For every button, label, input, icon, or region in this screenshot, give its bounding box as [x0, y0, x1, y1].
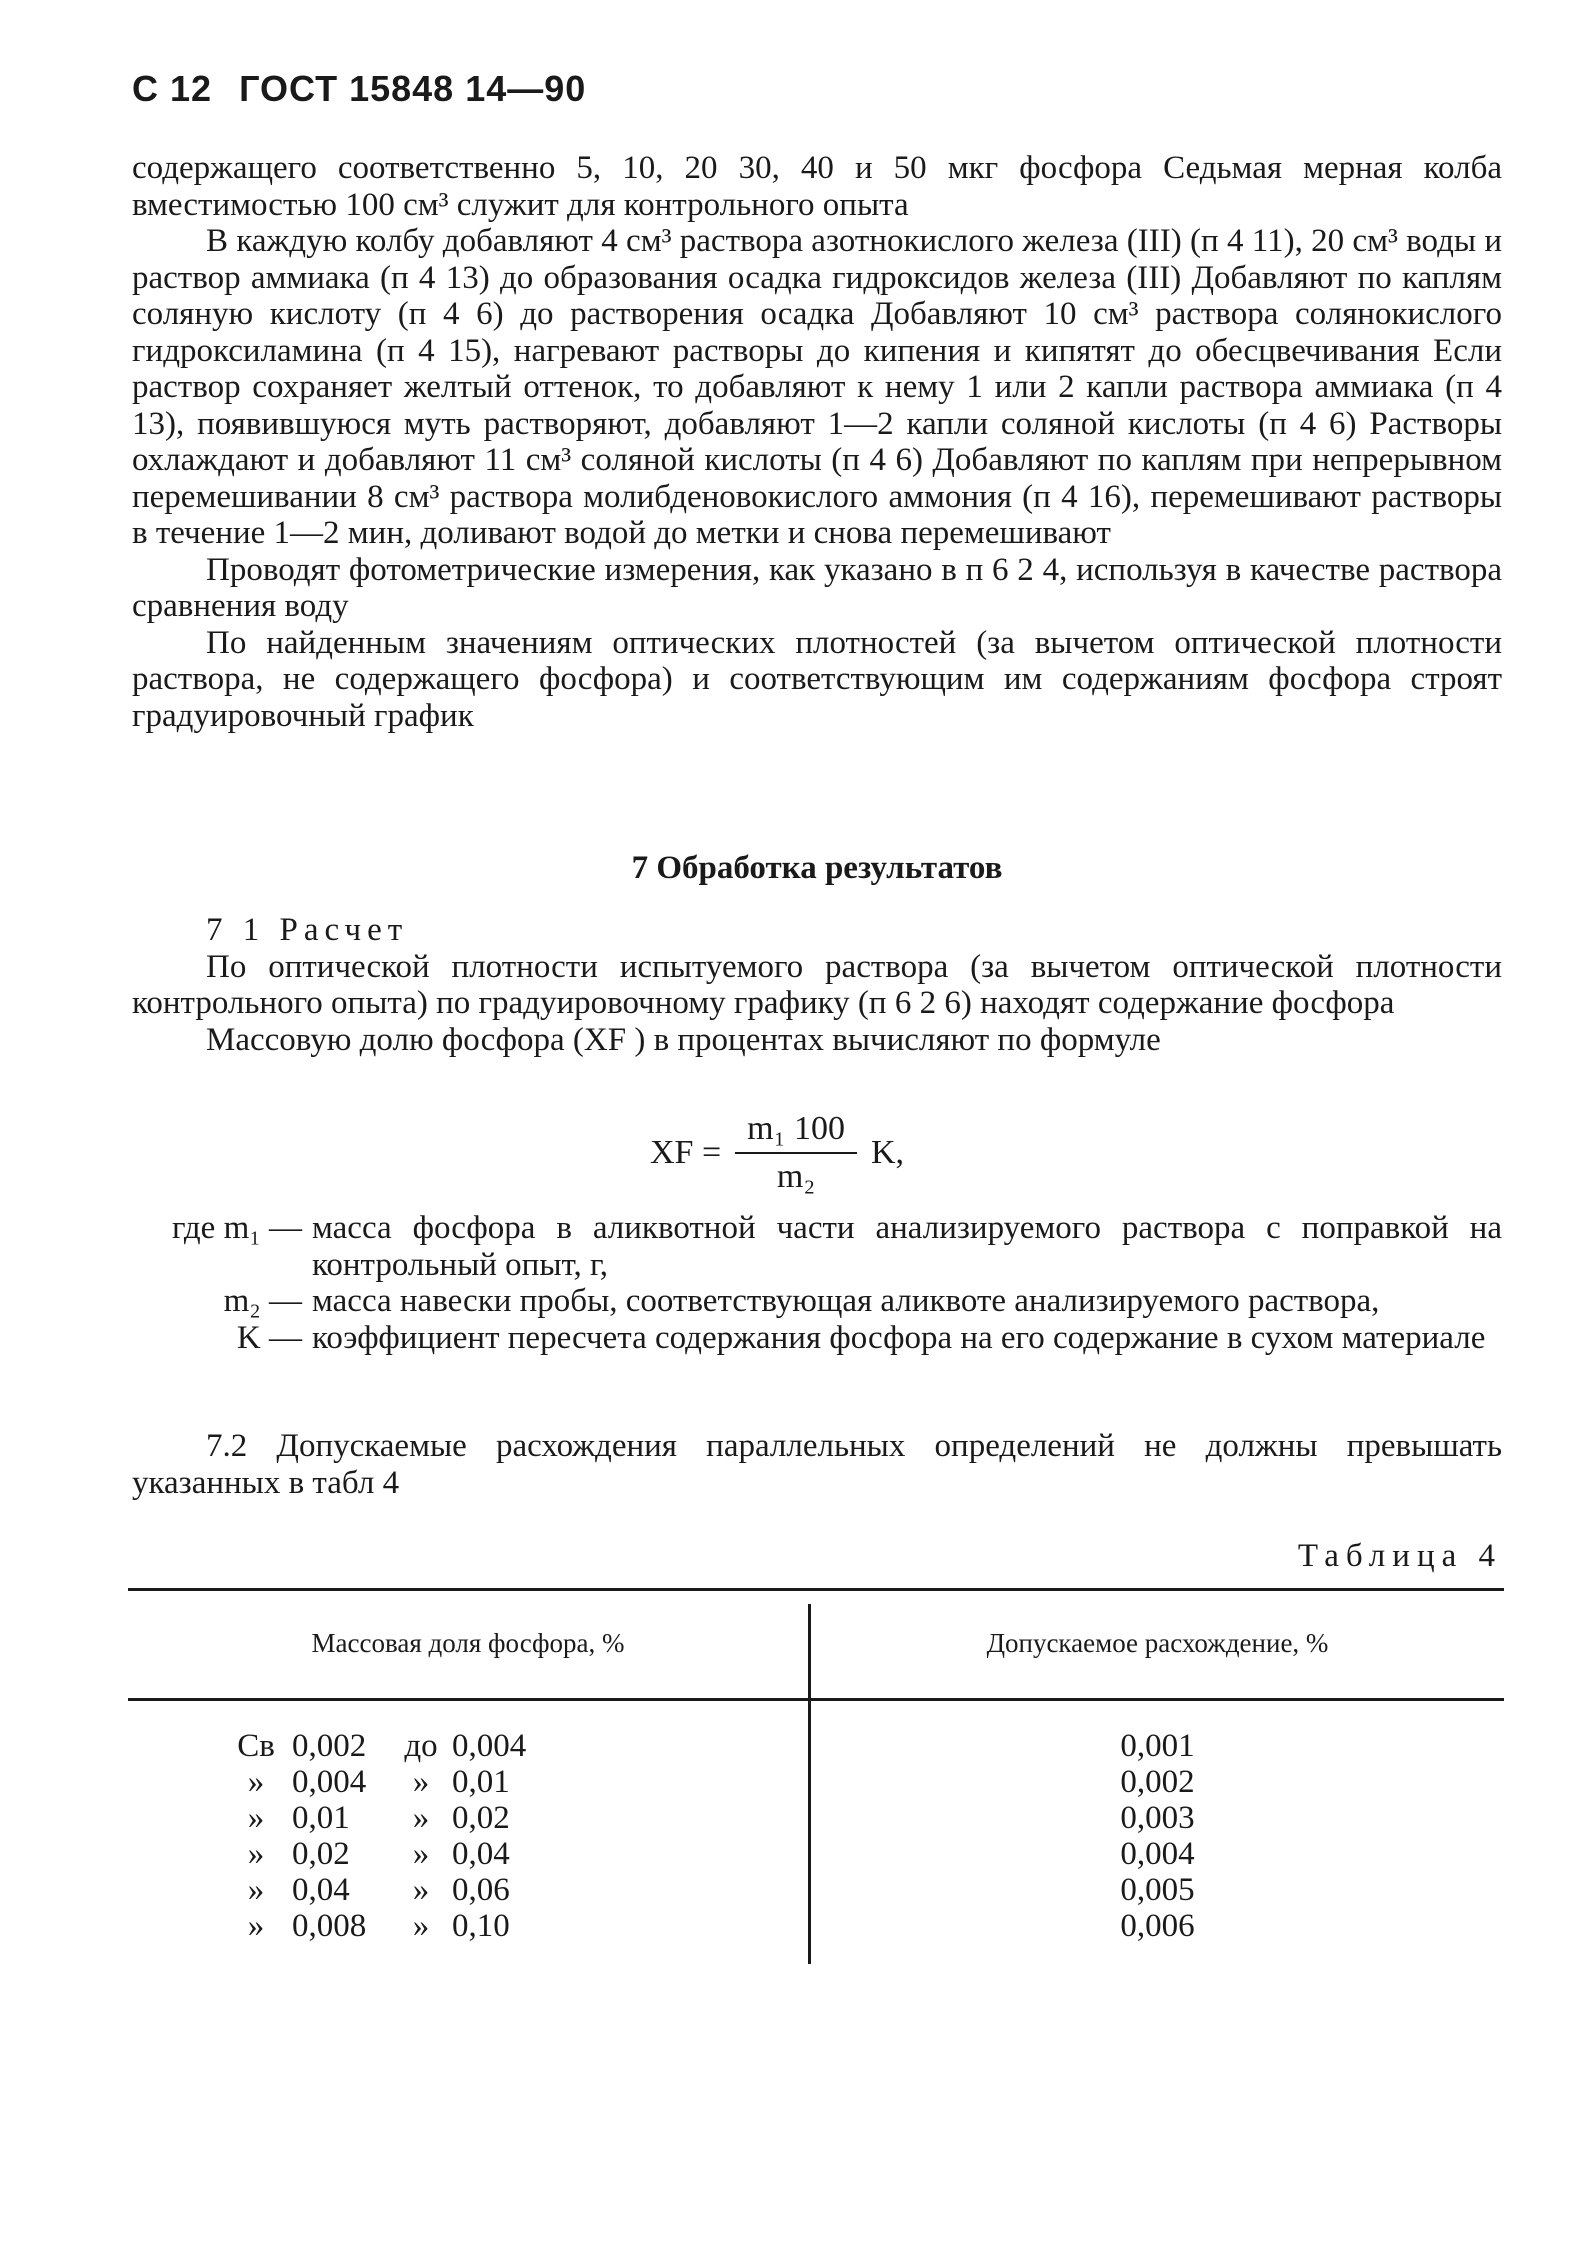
- table-rule-top: [128, 1588, 1504, 1591]
- standard-number: ГОСТ 15848 14—90: [239, 68, 587, 109]
- section-heading: 7 Обработка результатов: [631, 850, 1003, 886]
- tolerance-value: 0,003: [1120, 1800, 1195, 1836]
- table-caption: Таблица 4: [1297, 1538, 1502, 1574]
- formula-numerator: m₁ 100: [735, 1110, 857, 1154]
- range-mid: »: [412, 1764, 430, 1800]
- definition-symbol: m₂ —: [223, 1283, 302, 1319]
- paragraph: Массовую долю фосфора (XF ) в процентах вычисляют по формуле: [206, 1021, 1161, 1058]
- table-row: [128, 1764, 1504, 1800]
- table-rule-header: [128, 1698, 1504, 1701]
- range-mid: »: [412, 1836, 430, 1872]
- range-from: 0,002: [292, 1728, 367, 1764]
- range-mid: »: [412, 1800, 430, 1836]
- range-from: 0,01: [292, 1800, 350, 1836]
- definition-text: масса навески пробы, соответствующая аликвоте анализируемого раствора,: [312, 1283, 1380, 1319]
- tolerance-value: 0,006: [1120, 1908, 1195, 1944]
- range-prefix: »: [247, 1872, 265, 1908]
- tolerance-value: 0,004: [1120, 1836, 1195, 1872]
- range-prefix: Св: [237, 1728, 275, 1764]
- paragraph: По найденным значениям оптических плотностей (за вычетом оптической плотности раствора, не содержащего фосфора) и соответствующим им содержаниям фосфора строят градуировочный график: [132, 624, 1502, 734]
- range-from: 0,02: [292, 1836, 350, 1872]
- definition-row: [132, 1320, 1502, 1357]
- range-to: 0,10: [452, 1908, 510, 1944]
- range-from: 0,004: [292, 1764, 367, 1800]
- range-mid: »: [412, 1872, 430, 1908]
- range-to: 0,01: [452, 1764, 510, 1800]
- range-prefix: »: [247, 1764, 265, 1800]
- paragraph: 7.2 Допускаемые расхождения параллельных определений не должны превышать указанных в табл 4: [132, 1428, 1502, 1501]
- table-row: [128, 1728, 1504, 1764]
- range-mid: до: [404, 1728, 438, 1764]
- paragraph: Проводят фотометрические измерения, как указано в п 6 2 4, используя в качестве раствора сравнения воду: [132, 551, 1502, 624]
- table-row: [128, 1836, 1504, 1872]
- range-mid: »: [412, 1908, 430, 1944]
- definition-row: [132, 1283, 1502, 1320]
- formula: [650, 1110, 904, 1196]
- definition-text: коэффициент пересчета содержания фосфора на его содержание в сухом материале: [312, 1319, 1486, 1356]
- range-to: 0,02: [452, 1800, 510, 1836]
- intro-text: [132, 150, 1502, 734]
- table-row: [128, 1800, 1504, 1836]
- clause-title: 7 1 Расчет: [206, 912, 409, 948]
- range-to: 0,06: [452, 1872, 510, 1908]
- table-row: [128, 1908, 1504, 1944]
- tolerance-value: 0,002: [1120, 1764, 1195, 1800]
- range-from: 0,008: [292, 1908, 367, 1944]
- tolerance-value: 0,005: [1120, 1872, 1195, 1908]
- range-to: 0,04: [452, 1836, 510, 1872]
- tolerance-value: 0,001: [1120, 1728, 1195, 1764]
- section-7-text: [132, 912, 1502, 1058]
- definition-symbol: K —: [236, 1319, 302, 1356]
- range-from: 0,04: [292, 1872, 350, 1908]
- formula-lhs: XF =: [650, 1134, 722, 1171]
- table-header-tolerance: Допускаемое расхождение, %: [986, 1628, 1329, 1658]
- range-prefix: »: [247, 1800, 265, 1836]
- page-number: С 12: [132, 68, 213, 109]
- page-header: [132, 68, 602, 110]
- formula-factor: K,: [870, 1134, 905, 1171]
- paragraph: По оптической плотности испытуемого раствора (за вычетом оптической плотности контрольного опыта) по градуировочному графику (п 6 2 6) находят содержание фосфора: [132, 948, 1502, 1021]
- definition-row: [132, 1210, 1502, 1283]
- table-body: [128, 1728, 1504, 1944]
- formula-fraction: [735, 1110, 857, 1196]
- formula-definitions: [132, 1210, 1502, 1356]
- paragraph: содержащего соответственно 5, 10, 20 30, 40 и 50 мкг фосфора Седьмая мерная колба вместимостью 100 см³ служит для контрольного опыта: [132, 150, 1502, 223]
- clause-7-2: [132, 1428, 1502, 1501]
- table-header-mass-fraction: Массовая доля фосфора, %: [311, 1628, 625, 1658]
- definition-symbol: где m₁ —: [171, 1210, 302, 1246]
- table-4: [128, 1588, 1504, 1978]
- range-prefix: »: [247, 1908, 265, 1944]
- paragraph: В каждую колбу добавляют 4 см³ раствора азотнокислого железа (III) (п 4 11), 20 см³ воды и раствор аммиака (п 4 13) до образования осадка гидроксидов железа (III) Добавляют по каплям соляную кислоту (п 4 6) до растворения осадка Добавляют 10 см³ раствора солянокислого гидроксиламина (п 4 15), нагревают растворы до кипения и кипятят до обесцвечивания Если раствор сохраняет желтый оттенок, то добавляют к нему 1 или 2 капли раствора аммиака (п 4 13), появившуюся муть растворяют, добавляют 1—2 капли соляной кислоты (п 4 6) Растворы охлаждают и добавляют 11 см³ соляной кислоты (п 4 6) Добавляют по каплям при непрерывном перемешивании 8 см³ раствора молибденовокислого аммония (п 4 16), перемешивают растворы в течение 1—2 мин, доливают водой до метки и снова перемешивают: [132, 223, 1502, 551]
- definition-text: масса фосфора в аликвотной части анализируемого раствора с поправкой на контрольный опыт, г,: [312, 1210, 1502, 1283]
- range-prefix: »: [247, 1836, 265, 1872]
- formula-denominator: m₂: [776, 1158, 816, 1195]
- range-to: 0,004: [452, 1728, 527, 1764]
- table-row: [128, 1872, 1504, 1908]
